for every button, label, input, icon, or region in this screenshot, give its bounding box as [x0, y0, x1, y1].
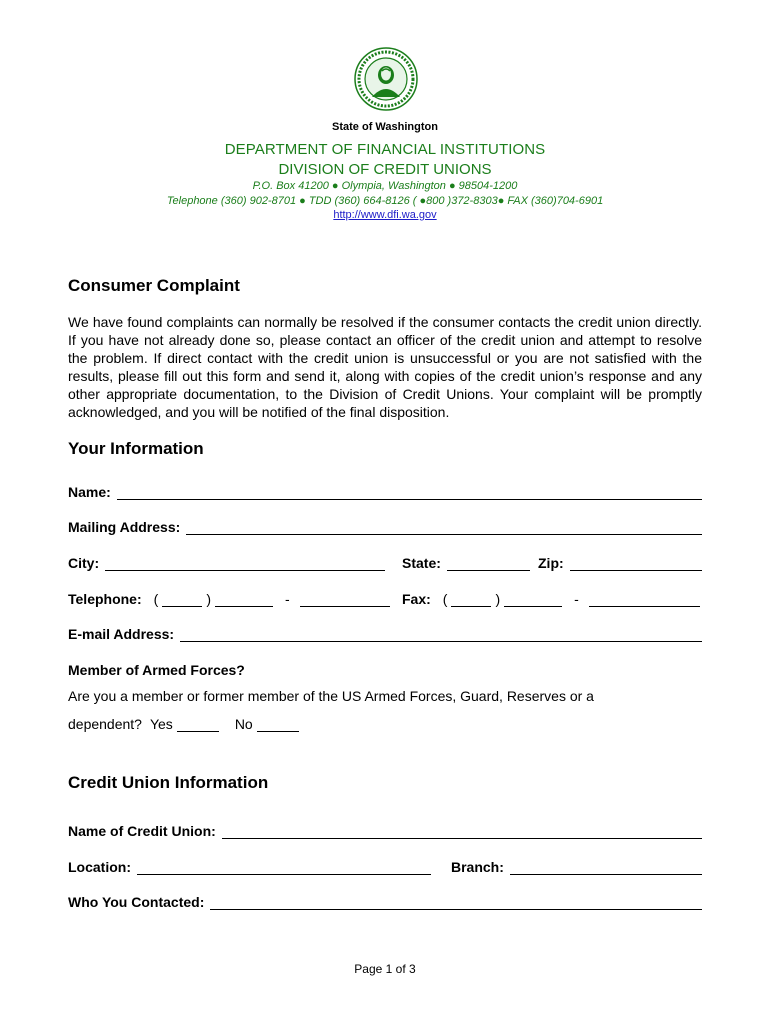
- fax-number-line[interactable]: [589, 592, 700, 607]
- credit-union-name-field: [68, 821, 702, 839]
- telephone-open-paren: (: [153, 591, 159, 607]
- dependent-label: dependent?: [68, 716, 142, 732]
- location-field: [68, 859, 431, 875]
- page-number: Page 1 of 3: [354, 962, 416, 976]
- state-field-label: State:: [402, 555, 441, 571]
- fax-prefix-line[interactable]: [504, 592, 562, 607]
- credit-union-name-input-line[interactable]: [222, 824, 702, 839]
- intro-paragraph: We have found complaints can normally be resolved if the consumer contacts the credit union directly. If you have not already done so, please contact an officer of the credit union and attempt to resolve the problem. If direct contact with the credit union is unsuccessful or you are not satisfied with the results, please fill out this form and send it, along with copies of the credit union’s response and any other appropriate documentation, to the Division of Credit Unions. Your complaint will be promptly acknowledged, and you will be notified of the final disposition.: [68, 314, 702, 420]
- city-field: [68, 555, 385, 571]
- fax-dash: -: [574, 591, 579, 607]
- mailing-address-label: Mailing Address:: [68, 519, 181, 535]
- city-input-line[interactable]: [105, 556, 385, 571]
- telephone-field: [68, 591, 390, 607]
- who-contacted-input-line[interactable]: [210, 895, 702, 910]
- branch-field: [451, 859, 702, 875]
- location-input-line[interactable]: [137, 860, 431, 875]
- name-label: Name:: [68, 484, 111, 500]
- zip-label: Zip:: [538, 555, 564, 571]
- branch-input-line[interactable]: [510, 860, 702, 875]
- city-label: City:: [68, 555, 100, 571]
- branch-label: Branch:: [451, 859, 504, 875]
- email-input-line[interactable]: [180, 627, 702, 642]
- no-label: No: [234, 716, 253, 732]
- fax-area-code-line[interactable]: [451, 592, 491, 607]
- telephone-dash: -: [284, 591, 290, 607]
- who-contacted-label: Who You Contacted:: [68, 894, 205, 910]
- telephone-prefix-line[interactable]: [215, 592, 273, 607]
- email-field: [68, 624, 702, 642]
- armed-forces-heading: Member of Armed Forces?: [68, 662, 245, 678]
- armed-forces-answer-row: [68, 714, 299, 732]
- telephone-label: Telephone:: [68, 591, 142, 607]
- mailing-address-line: P.O. Box 41200 ● Olympia, Washington ● 98504-1200: [252, 180, 518, 192]
- consumer-complaint-heading: Consumer Complaint: [68, 276, 240, 295]
- email-label: E-mail Address:: [68, 626, 175, 642]
- fax-field: [402, 591, 700, 607]
- credit-union-name-label: Name of Credit Union:: [68, 823, 216, 839]
- yes-label: Yes: [149, 716, 173, 732]
- phone-line: Telephone (360) 902-8701 ● TDD (360) 664-8126 ( ●800 )372-8303● FAX (360)704-6901: [166, 195, 604, 207]
- mailing-address-field: [68, 517, 702, 535]
- your-information-heading: Your Information: [68, 439, 204, 458]
- no-input-line[interactable]: [257, 717, 299, 732]
- telephone-area-code-line[interactable]: [162, 592, 202, 607]
- zip-input-line[interactable]: [570, 556, 702, 571]
- state-seal-icon: [354, 47, 418, 111]
- city-state-zip-row: [68, 553, 702, 571]
- division-title: DIVISION OF CREDIT UNIONS: [278, 161, 492, 178]
- location-branch-row: [68, 857, 702, 875]
- telephone-fax-row: [68, 589, 702, 607]
- department-title: DEPARTMENT OF FINANCIAL INSTITUTIONS: [224, 141, 546, 158]
- state-label: State of Washington: [332, 121, 438, 133]
- telephone-close-paren: ): [206, 591, 211, 607]
- mailing-address-input-line[interactable]: [186, 520, 702, 535]
- location-label: Location:: [68, 859, 131, 875]
- website-link[interactable]: http://www.dfi.wa.gov: [333, 209, 437, 221]
- who-contacted-field: [68, 892, 702, 910]
- name-input-line[interactable]: [117, 485, 702, 500]
- telephone-number-line[interactable]: [300, 592, 390, 607]
- state-input-line[interactable]: [447, 556, 530, 571]
- fax-open-paren: (: [442, 591, 448, 607]
- zip-field: [538, 555, 702, 571]
- armed-forces-question: Are you a member or former member of the US Armed Forces, Guard, Reserves or a: [68, 688, 594, 704]
- yes-input-line[interactable]: [177, 717, 219, 732]
- fax-close-paren: ): [495, 591, 501, 607]
- fax-label: Fax:: [402, 591, 431, 607]
- state-field: [402, 555, 530, 571]
- name-field: [68, 482, 702, 500]
- credit-union-information-heading: Credit Union Information: [68, 773, 269, 792]
